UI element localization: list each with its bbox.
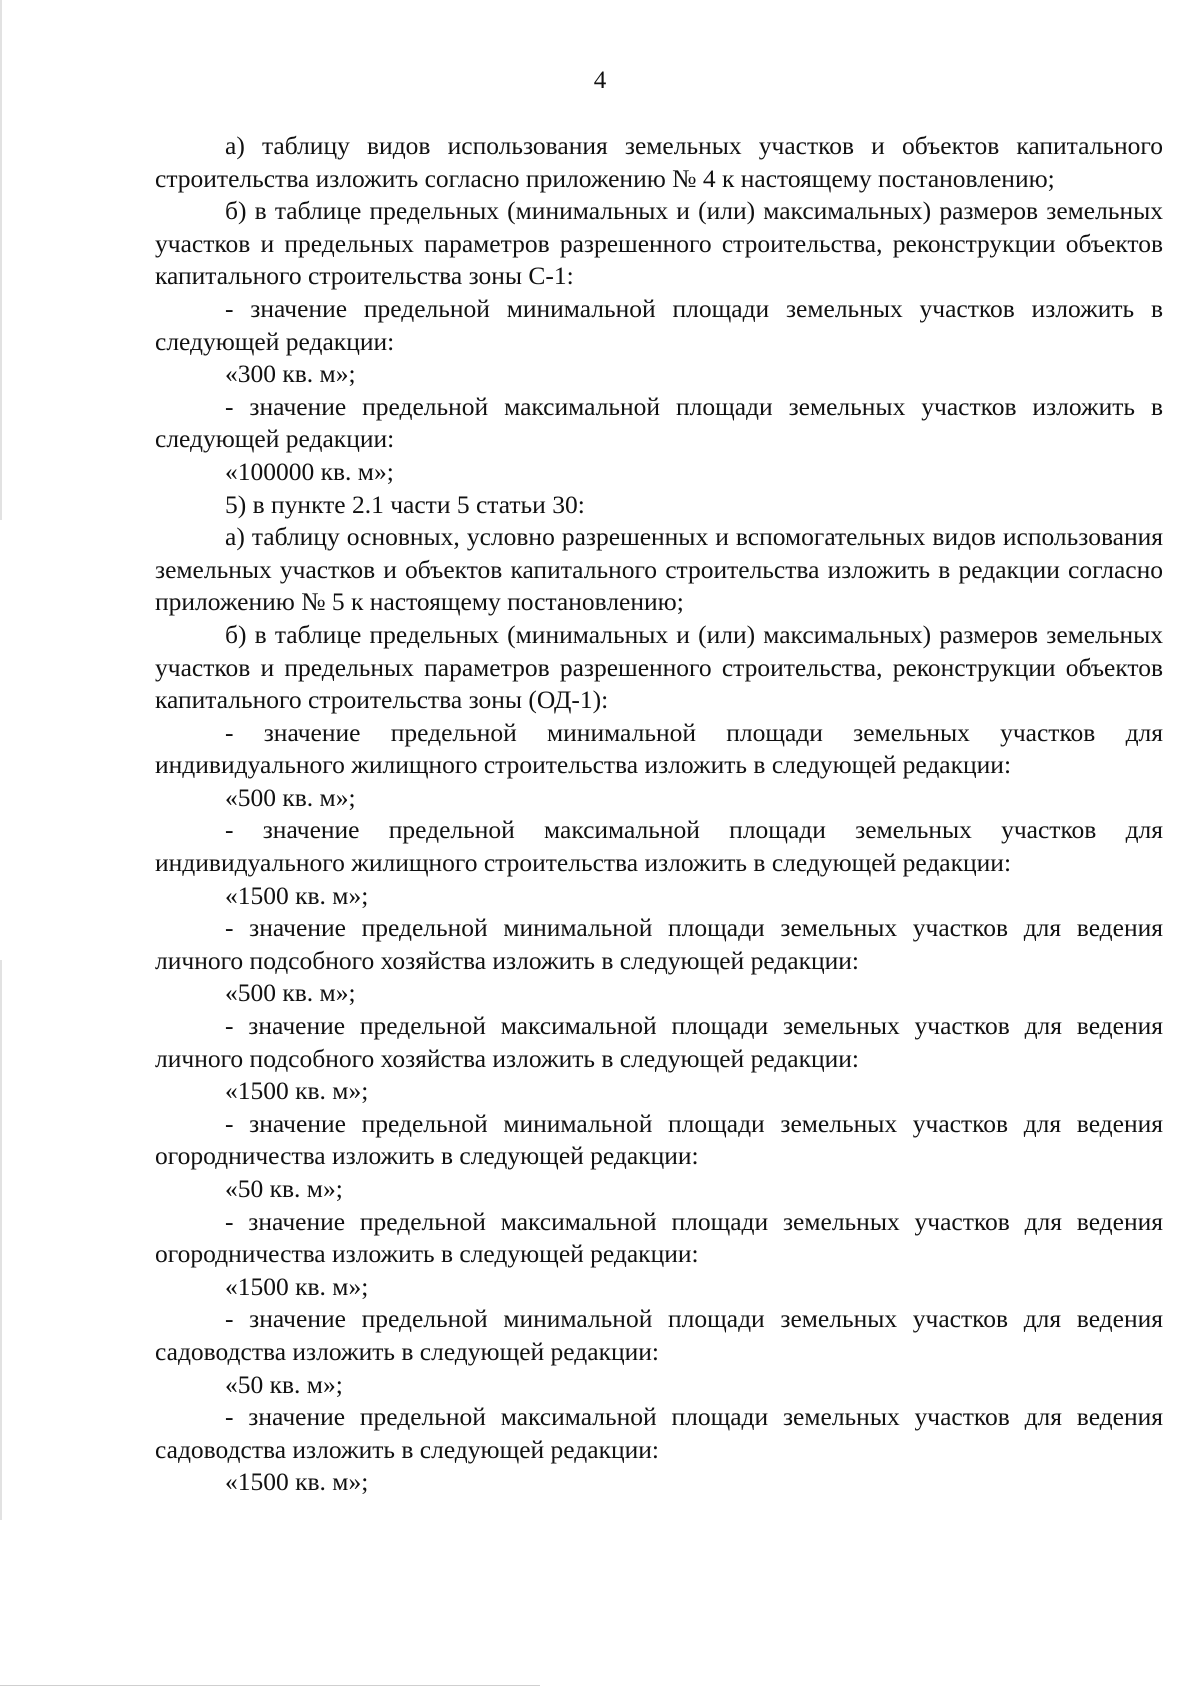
paragraph: «1500 кв. м»;: [225, 1076, 369, 1106]
page-number: 4: [593, 67, 607, 94]
paragraph: - значение предельной минимальной площади земельных участков для ведения огородничества изложить в следующей редакции:: [155, 1108, 1163, 1171]
paragraph: - значение предельной минимальной площади земельных участков изложить в следующей редакции:: [155, 293, 1163, 356]
paragraph: - значение предельной максимальной площади земельных участков для ведения огородничества изложить в следующей редакции:: [155, 1206, 1163, 1269]
paragraph: «1500 кв. м»;: [225, 880, 369, 910]
paragraph: «50 кв. м»;: [225, 1174, 343, 1203]
paragraph: «1500 кв. м»;: [225, 1467, 369, 1497]
paragraph: а) таблицу видов использования земельных участков и объектов капитального строительства изложить согласно приложению № 4 к настоящему постановлению;: [155, 131, 1163, 193]
paragraph: - значение предельной минимальной площади земельных участков для индивидуального жилищного строительства изложить в следующей редакции:: [155, 717, 1163, 780]
paragraph: «300 кв. м»;: [225, 359, 356, 389]
paragraph: - значение предельной максимальной площади земельных участков для индивидуального жилищного строительства изложить в следующей редакции:: [155, 815, 1163, 878]
paragraph: а) таблицу основных, условно разрешенных и вспомогательных видов использования земельных участков и объектов капитального строительства изложить в редакции согласно приложению № 5 к настоящему постановлению;: [155, 522, 1163, 617]
paragraph: «1500 кв. м»;: [225, 1271, 369, 1301]
paragraph: - значение предельной максимальной площади земельных участков для ведения садоводства изложить в следующей редакции:: [155, 1402, 1163, 1464]
paragraph: «100000 кв. м»;: [225, 456, 394, 486]
paragraph: «50 кв. м»;: [225, 1369, 343, 1399]
paragraph: - значение предельной минимальной площади земельных участков для ведения садоводства изложить в следующей редакции:: [155, 1304, 1163, 1366]
paragraph: б) в таблице предельных (минимальных и (или) максимальных) размеров земельных участков и предельных параметров разрешенного строительства, реконструкции объектов капитального строительства зоны С-1:: [155, 196, 1163, 291]
scan-margin-line: [0, 960, 2, 1520]
paragraph: «500 кв. м»;: [225, 782, 356, 812]
document-body: [155, 130, 1163, 1499]
paragraph: 5) в пункте 2.1 части 5 статьи 30:: [225, 489, 585, 519]
paragraph: - значение предельной минимальной площади земельных участков для ведения личного подсобного хозяйства изложить в следующей редакции:: [155, 913, 1163, 975]
scan-bottom-line: [0, 1685, 540, 1686]
paragraph: «500 кв. м»;: [225, 978, 356, 1008]
paragraph: - значение предельной максимальной площади земельных участков для ведения личного подсобного хозяйства изложить в следующей редакции:: [155, 1011, 1163, 1073]
paragraph: - значение предельной максимальной площади земельных участков изложить в следующей редакции:: [155, 391, 1163, 454]
paragraph: б) в таблице предельных (минимальных и (или) максимальных) размеров земельных участков и предельных параметров разрешенного строительства, реконструкции объектов капитального строительства зоны (ОД-1):: [155, 619, 1163, 715]
